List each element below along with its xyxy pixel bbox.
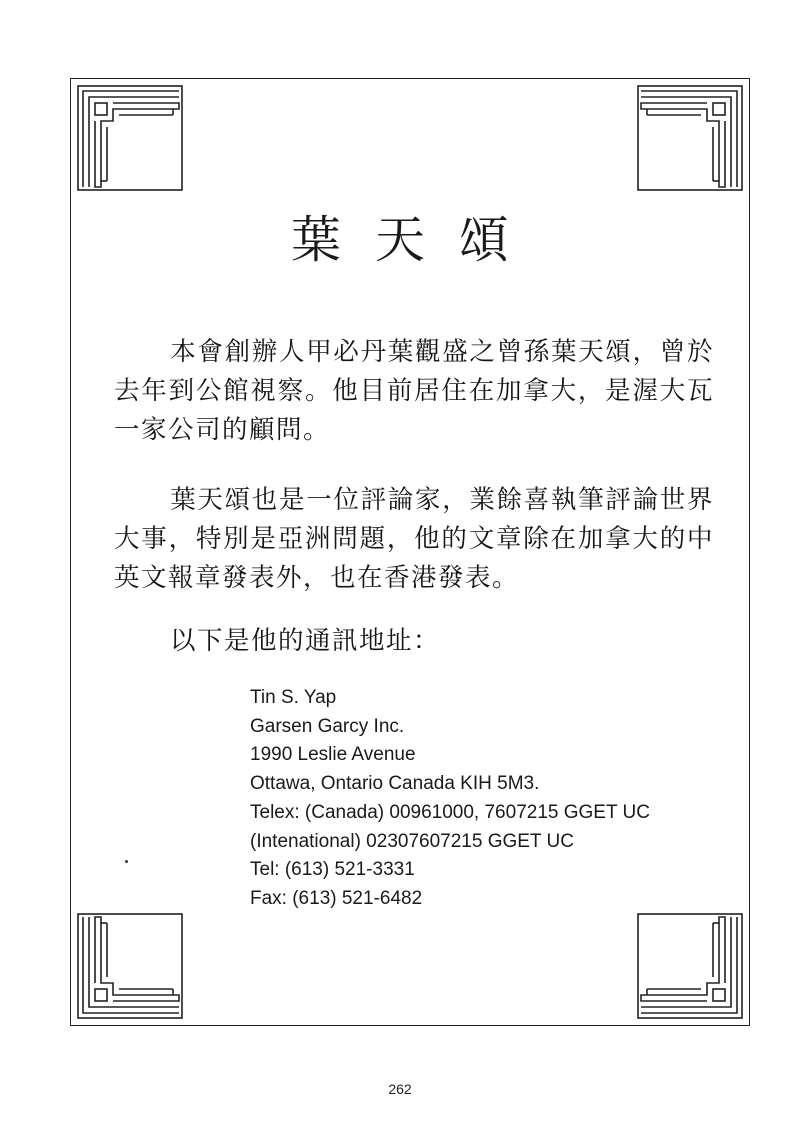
mailing-address-block	[250, 684, 720, 914]
address-telex-international: (Intenational) 02307607215 GGET UC	[250, 830, 574, 852]
paragraph-text: 葉天頌也是一位評論家，業餘喜執筆評論世界大事，特別是亞洲問題，他的文章除在加拿大的中英文報章發表外，也在香港發表。	[114, 485, 714, 593]
address-telephone: Tel: (613) 521-3331	[250, 859, 415, 881]
paragraph-address-intro	[114, 622, 714, 661]
address-name: Tin S. Yap	[250, 687, 337, 708]
page-number: 262	[388, 1081, 412, 1097]
address-telex-canada: Telex: (Canada) 00961000, 7607215 GGET UC	[250, 801, 650, 823]
corner-ornament-bottom-left	[75, 911, 185, 1021]
stray-mark	[125, 860, 128, 863]
paragraph-introduction	[114, 333, 714, 450]
paragraph-text: 以下是他的通訊地址：	[170, 626, 441, 656]
page-title: 葉天頌	[291, 211, 543, 269]
corner-ornament-top-left	[75, 83, 185, 193]
paragraph-text: 本會創辦人甲必丹葉觀盛之曾孫葉天頌，曾於去年到公館視察。他目前居住在加拿大，是渥大瓦一家公司的顧問。	[114, 337, 714, 445]
corner-ornament-bottom-right	[635, 911, 745, 1021]
paragraph-commentator	[114, 481, 714, 598]
address-company: Garsen Garcy Inc.	[250, 715, 405, 737]
address-city: Ottawa, Ontario Canada KIH 5M3.	[250, 773, 540, 795]
address-fax: Fax: (613) 521-6482	[250, 887, 423, 909]
address-street: 1990 Leslie Avenue	[250, 744, 416, 766]
corner-ornament-top-right	[635, 83, 745, 193]
